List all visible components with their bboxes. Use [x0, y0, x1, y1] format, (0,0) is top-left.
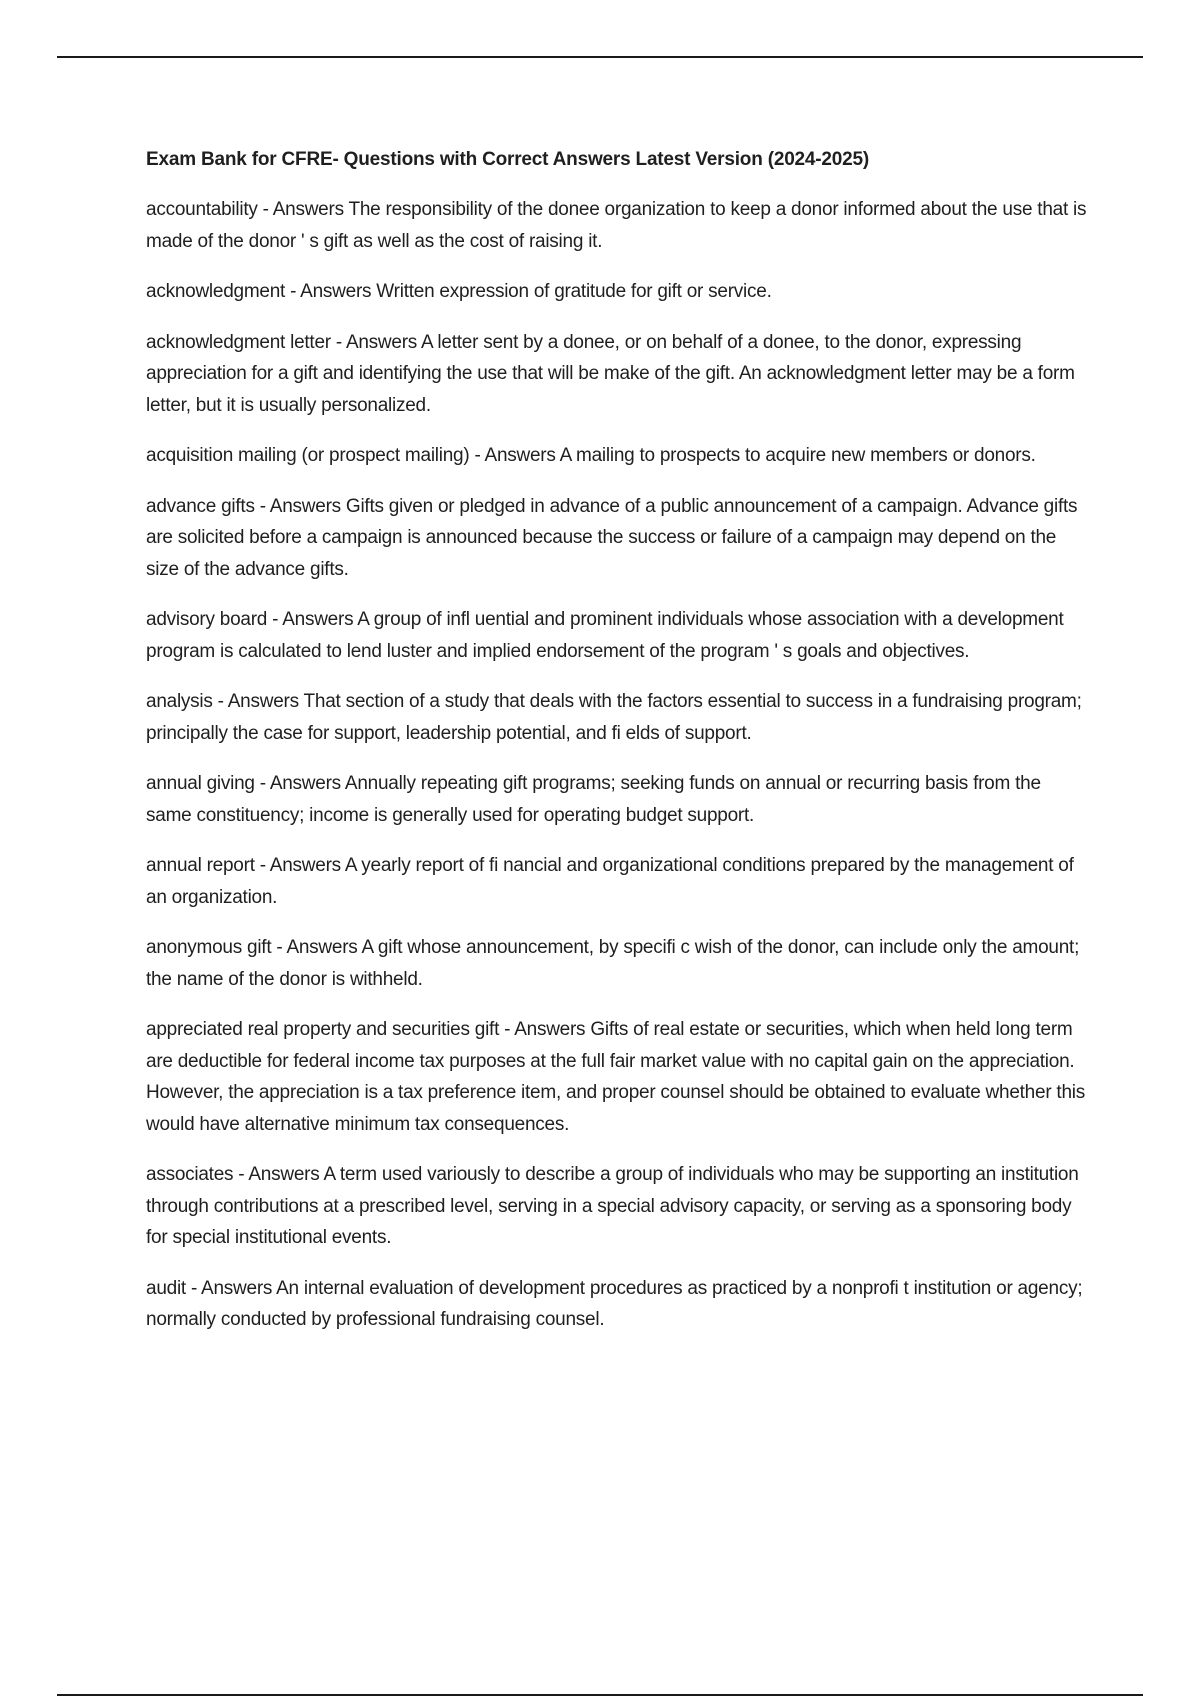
glossary-entry: annual giving - Answers Annually repeating gift programs; seeking funds on annual or recurring basis from the same constituency; income is generally used for operating budget support.	[146, 773, 1041, 826]
document-title: Exam Bank for CFRE- Questions with Correct Answers Latest Version (2024-2025)	[146, 149, 870, 170]
glossary-entry: accountability - Answers The responsibility of the donee organization to keep a donor informed about the use that is made of the donor ' s gift as well as the cost of raising it.	[146, 199, 1087, 252]
top-rule	[57, 56, 1143, 58]
glossary-entry: acknowledgment - Answers Written expression of gratitude for gift or service.	[146, 281, 772, 302]
glossary-entry: annual report - Answers A yearly report of fi nancial and organizational conditions prepared by the management of an organization.	[146, 855, 1074, 908]
glossary-entry: advisory board - Answers A group of infl uential and prominent individuals whose association with a development program is calculated to lend luster and implied endorsement of the program ' s goals and objectives.	[146, 609, 1064, 662]
glossary-entry: appreciated real property and securities gift - Answers Gifts of real estate or securities, which when held long term are deductible for federal income tax purposes at the full fair market value with no capital gain on the appreciation. However, the appreciation is a tax preference item, and proper counsel should be obtained to evaluate whether this would have alternative minimum tax consequences.	[146, 1019, 1085, 1135]
glossary-entry: associates - Answers A term used variously to describe a group of individuals who may be supporting an institution through contributions at a prescribed level, serving in a special advisory capacity, or serving as a sponsoring body for special institutional events.	[146, 1164, 1079, 1248]
document-body	[146, 145, 1090, 1355]
glossary-entry: anonymous gift - Answers A gift whose announcement, by specifi c wish of the donor, can include only the amount; the name of the donor is withheld.	[146, 937, 1080, 990]
glossary-entry: advance gifts - Answers Gifts given or pledged in advance of a public announcement of a campaign. Advance gifts are solicited before a campaign is announced because the success or failure of a campaign may depend on the size of the advance gifts.	[146, 495, 1078, 580]
glossary-entry: analysis - Answers That section of a study that deals with the factors essential to success in a fundraising program; principally the case for support, leadership potential, and fi elds of support.	[146, 691, 1082, 744]
glossary-entry: audit - Answers An internal evaluation of development procedures as practiced by a nonprofi t institution or agency; normally conducted by professional fundraising counsel.	[146, 1277, 1083, 1330]
bottom-rule	[57, 1694, 1143, 1696]
glossary-entry: acquisition mailing (or prospect mailing) - Answers A mailing to prospects to acquire new members or donors.	[146, 445, 1036, 466]
glossary-entry: acknowledgment letter - Answers A letter sent by a donee, or on behalf of a donee, to the donor, expressing appreciation for a gift and identifying the use that will be make of the gift. An acknowledgment letter may be a form letter, but it is usually personalized.	[146, 331, 1075, 416]
